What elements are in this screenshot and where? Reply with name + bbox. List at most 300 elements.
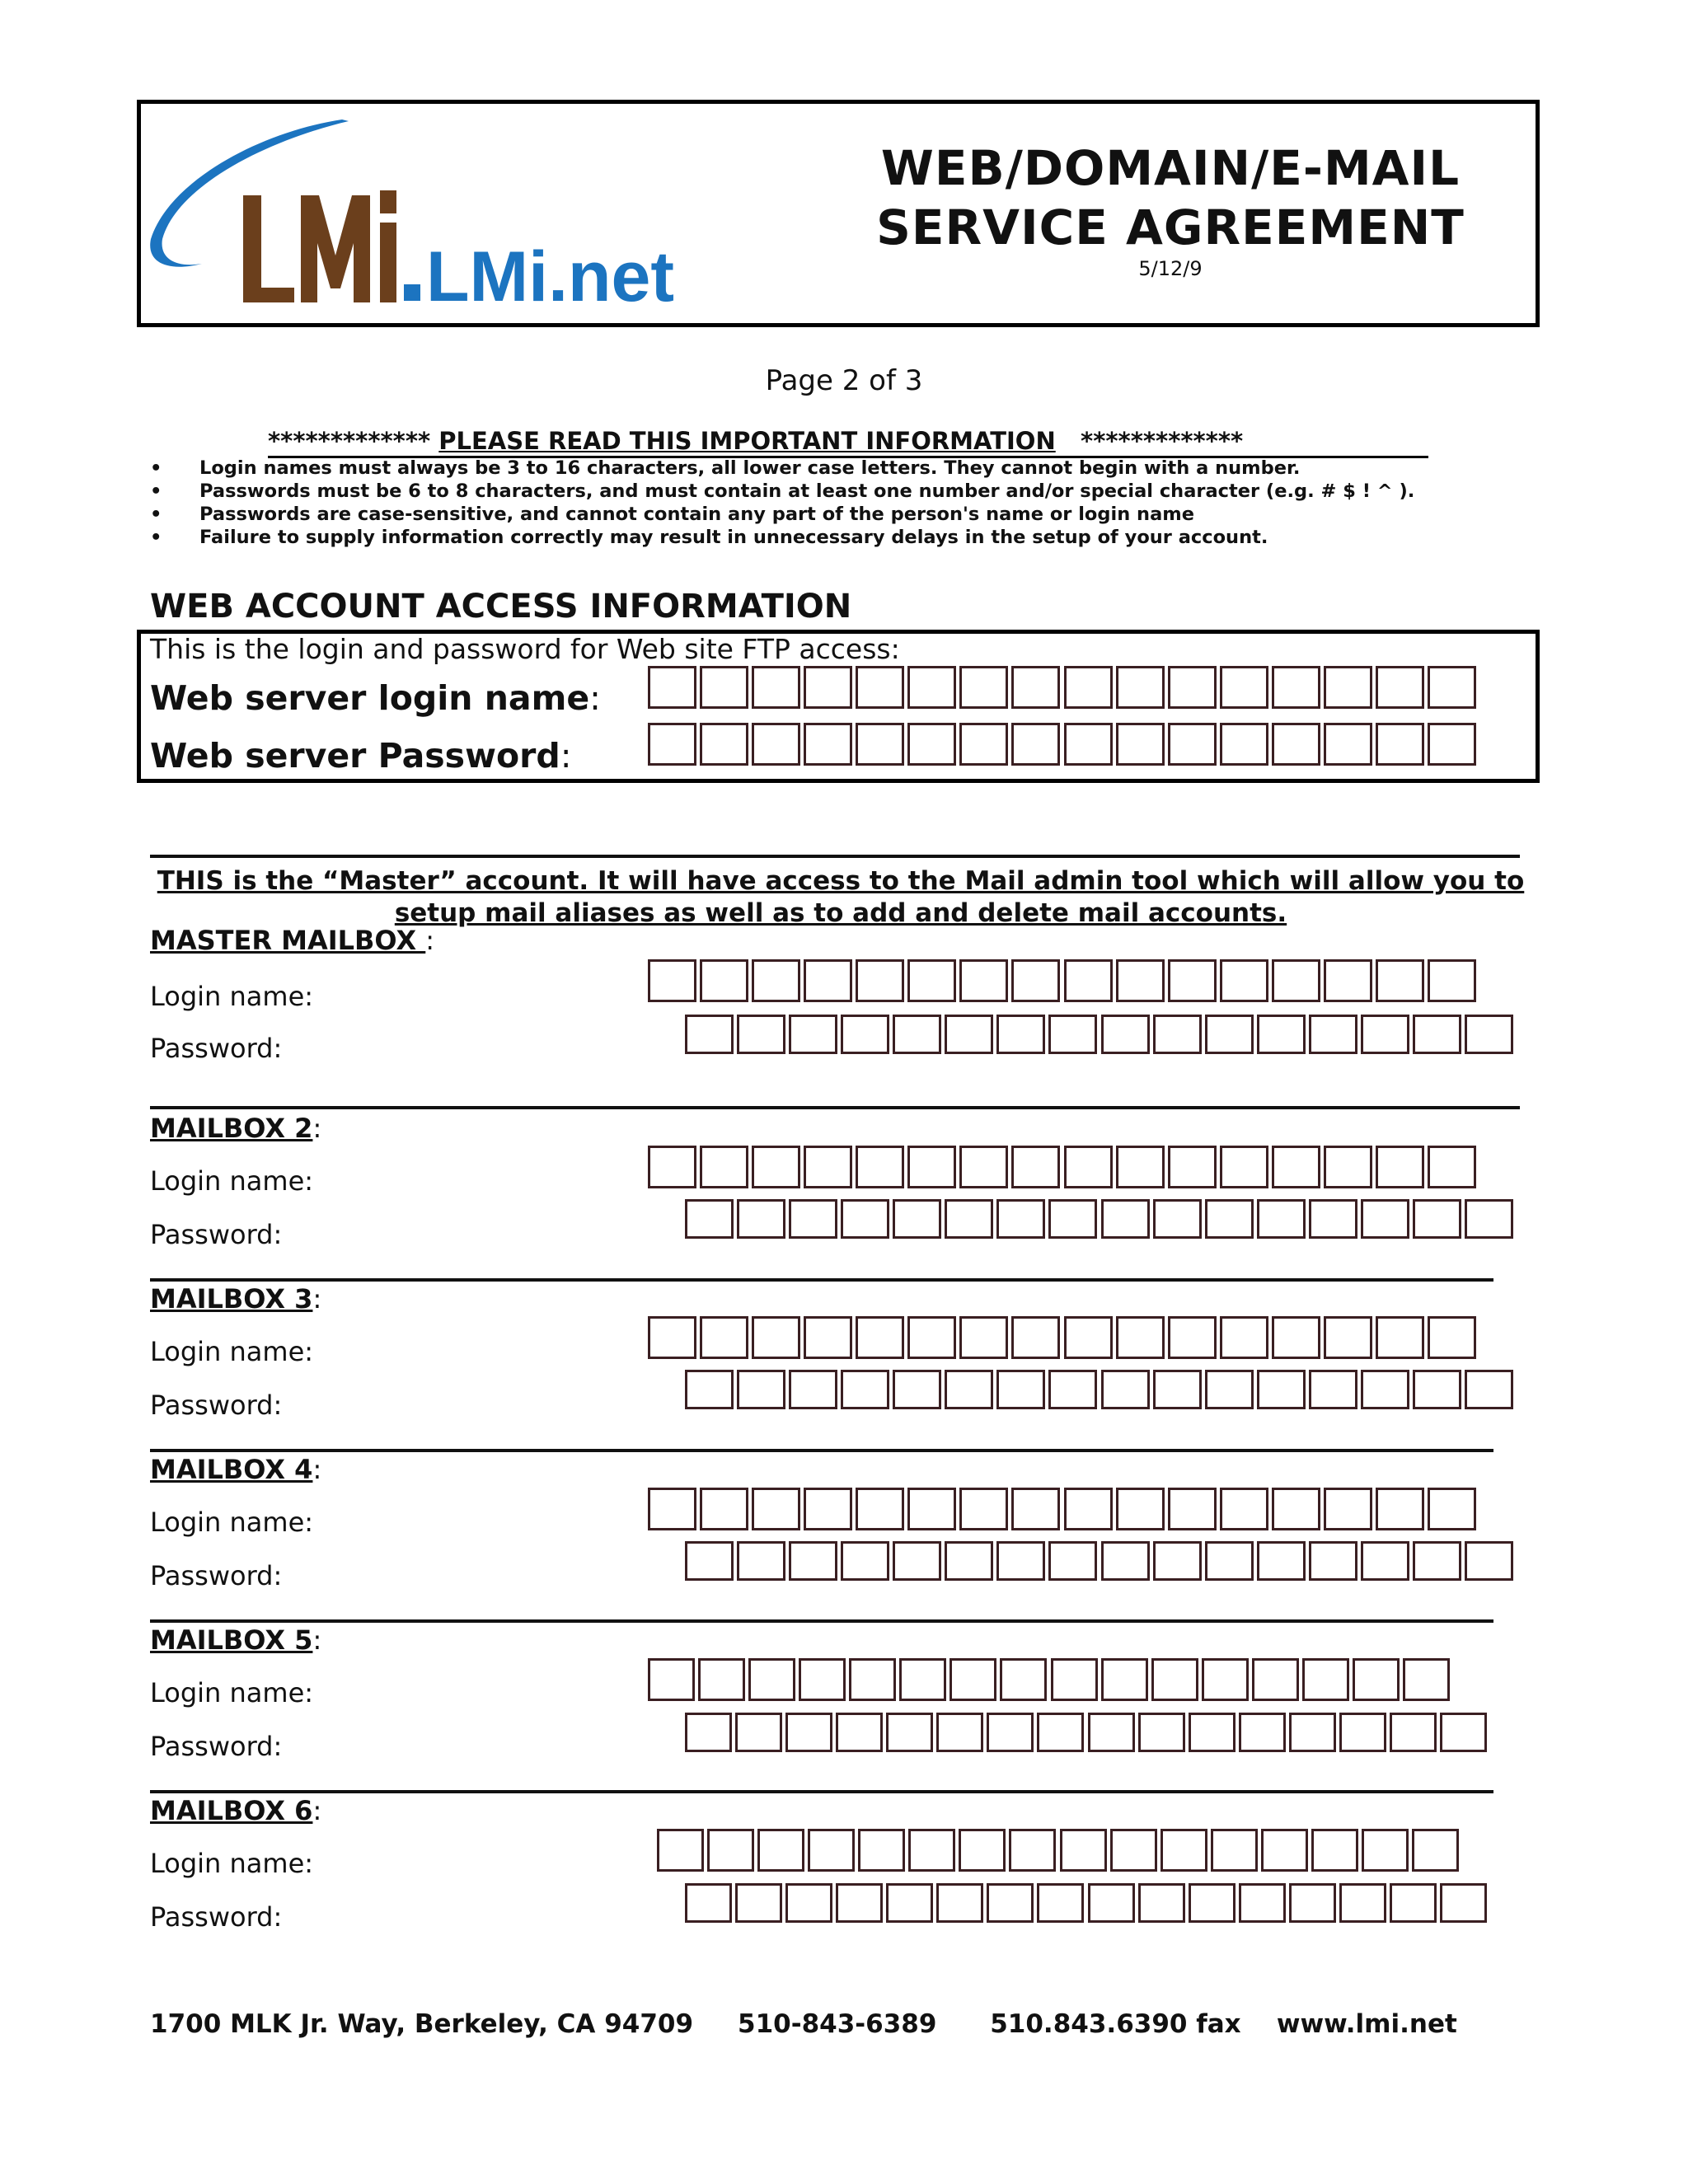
character-box[interactable] <box>1168 723 1217 766</box>
character-box[interactable] <box>1116 1488 1165 1530</box>
character-box[interactable] <box>1361 1199 1409 1239</box>
section-divider <box>150 1106 1520 1109</box>
character-box[interactable] <box>1205 1541 1254 1581</box>
mailbox-3-login-input[interactable] <box>648 1316 1479 1359</box>
character-box[interactable] <box>836 1713 883 1752</box>
character-box[interactable] <box>856 1146 904 1188</box>
notice-rule <box>150 480 1414 502</box>
mailbox-title <box>150 1624 321 1656</box>
character-box[interactable] <box>1376 666 1424 709</box>
character-box[interactable] <box>836 1883 883 1923</box>
character-box[interactable] <box>789 1370 837 1409</box>
character-box[interactable] <box>1064 959 1113 1002</box>
character-box[interactable] <box>698 1658 745 1701</box>
character-box[interactable] <box>1289 1713 1336 1752</box>
mailbox-4-password-input[interactable] <box>685 1541 1517 1581</box>
character-box[interactable] <box>789 1015 837 1054</box>
character-box[interactable] <box>804 1146 852 1188</box>
character-box[interactable] <box>1220 1316 1268 1359</box>
character-box[interactable] <box>685 1713 732 1752</box>
character-box[interactable] <box>1064 723 1113 766</box>
web-password-input[interactable] <box>648 723 1479 766</box>
character-box[interactable] <box>1309 1541 1357 1581</box>
character-box[interactable] <box>1011 1316 1060 1359</box>
footer-phone: 510-843-6389 <box>738 2009 937 2039</box>
character-box[interactable] <box>735 1883 782 1923</box>
character-box[interactable] <box>1101 1658 1148 1701</box>
login-name-label: Login name: <box>150 1507 314 1538</box>
character-box[interactable] <box>1376 1146 1424 1188</box>
master-login-input[interactable] <box>648 959 1479 1002</box>
character-box[interactable] <box>1168 959 1217 1002</box>
notice-title: PLEASE READ THIS IMPORTANT INFORMATION <box>438 427 1056 455</box>
password-label: Password: <box>150 1901 283 1933</box>
character-box[interactable] <box>1257 1541 1306 1581</box>
character-box[interactable] <box>1011 1488 1060 1530</box>
web-password-label-text: Web server Password <box>150 736 560 776</box>
character-box[interactable] <box>987 1713 1034 1752</box>
colon: : <box>312 1454 322 1485</box>
character-box[interactable] <box>1465 1370 1513 1409</box>
character-box[interactable] <box>1205 1199 1254 1239</box>
character-box[interactable] <box>1011 1146 1060 1188</box>
character-box[interactable] <box>685 1015 734 1054</box>
character-box[interactable] <box>945 1541 993 1581</box>
character-box[interactable] <box>1101 1541 1150 1581</box>
character-box[interactable] <box>1440 1883 1487 1923</box>
character-box[interactable] <box>1220 1146 1268 1188</box>
character-box[interactable] <box>1048 1199 1097 1239</box>
character-box[interactable] <box>1339 1713 1386 1752</box>
character-box[interactable] <box>849 1658 896 1701</box>
notice-rule <box>150 527 1268 548</box>
web-login-input[interactable] <box>648 666 1479 709</box>
character-box[interactable] <box>886 1883 933 1923</box>
character-box[interactable] <box>748 1658 795 1701</box>
character-box[interactable] <box>1428 1316 1476 1359</box>
character-box[interactable] <box>752 959 800 1002</box>
character-box[interactable] <box>1151 1658 1198 1701</box>
character-box[interactable] <box>1048 1370 1097 1409</box>
character-box[interactable] <box>1239 1883 1286 1923</box>
mailbox-3-password-input[interactable] <box>685 1370 1517 1409</box>
mailbox-2-password-input[interactable] <box>685 1199 1517 1239</box>
character-box[interactable] <box>737 1015 785 1054</box>
colon: : <box>312 1624 322 1656</box>
character-box[interactable] <box>648 1146 696 1188</box>
character-box[interactable] <box>893 1015 941 1054</box>
footer-fax: 510.843.6390 fax <box>990 2009 1241 2039</box>
password-label: Password: <box>150 1033 283 1064</box>
character-box[interactable] <box>1101 1015 1150 1054</box>
character-box[interactable] <box>893 1541 941 1581</box>
character-box[interactable] <box>799 1658 846 1701</box>
character-box[interactable] <box>1220 666 1268 709</box>
character-box[interactable] <box>1220 723 1268 766</box>
character-box[interactable] <box>1272 1488 1320 1530</box>
character-box[interactable] <box>1168 666 1217 709</box>
password-label: Password: <box>150 1731 283 1762</box>
logo-net-text: LMi.net <box>426 237 674 316</box>
character-box[interactable] <box>1324 1488 1372 1530</box>
colon: : <box>312 1113 322 1144</box>
character-box[interactable] <box>700 666 748 709</box>
notice-rule <box>150 457 1300 479</box>
character-box[interactable] <box>700 1488 748 1530</box>
notice-heading <box>268 427 1243 455</box>
mailbox-title-text: MAILBOX 6 <box>150 1795 313 1826</box>
character-box[interactable] <box>648 1488 696 1530</box>
character-box[interactable] <box>936 1883 983 1923</box>
notice-rule-text: Passwords must be 6 to 8 characters, and must contain at least one number and/or special character (e.g. # $ ! ^ ). <box>199 480 1415 502</box>
character-box[interactable] <box>648 723 696 766</box>
character-box[interactable] <box>1361 1541 1409 1581</box>
section-divider <box>150 1619 1493 1623</box>
web-account-description: This is the login and password for Web site FTP access: <box>150 633 900 665</box>
mailbox-title <box>150 1283 321 1315</box>
master-password-input[interactable] <box>685 1015 1517 1054</box>
section-divider <box>150 1449 1493 1452</box>
character-box[interactable] <box>907 1146 956 1188</box>
character-box[interactable] <box>1116 1316 1165 1359</box>
character-box[interactable] <box>700 959 748 1002</box>
lmi-logo <box>144 103 674 326</box>
mailbox-5-login-input[interactable] <box>648 1658 1453 1701</box>
character-box[interactable] <box>1064 1316 1113 1359</box>
page-number: Page 2 of 3 <box>765 364 923 397</box>
character-box[interactable] <box>804 666 852 709</box>
character-box[interactable] <box>1205 1015 1254 1054</box>
character-box[interactable] <box>856 666 904 709</box>
character-box[interactable] <box>737 1370 785 1409</box>
character-box[interactable] <box>1064 1488 1113 1530</box>
mailbox-title-text: MAILBOX 2 <box>150 1113 313 1144</box>
character-box[interactable] <box>907 959 956 1002</box>
character-box[interactable] <box>657 1829 704 1872</box>
character-box[interactable] <box>1428 1488 1476 1530</box>
character-box[interactable] <box>1257 1199 1306 1239</box>
character-box[interactable] <box>1362 1829 1409 1872</box>
character-box[interactable] <box>1116 666 1165 709</box>
character-box[interactable] <box>1168 1488 1217 1530</box>
character-box[interactable] <box>1088 1713 1135 1752</box>
password-label: Password: <box>150 1560 283 1591</box>
login-name-label: Login name: <box>150 1848 314 1879</box>
character-box[interactable] <box>1153 1199 1202 1239</box>
character-box[interactable] <box>899 1658 946 1701</box>
character-box[interactable] <box>996 1541 1045 1581</box>
character-box[interactable] <box>757 1829 804 1872</box>
character-box[interactable] <box>1011 666 1060 709</box>
footer-contact <box>150 2009 1457 2039</box>
colon: : <box>560 736 572 776</box>
character-box[interactable] <box>1153 1370 1202 1409</box>
character-box[interactable] <box>1376 959 1424 1002</box>
character-box[interactable] <box>1101 1370 1150 1409</box>
character-box[interactable] <box>1353 1658 1400 1701</box>
character-box[interactable] <box>685 1199 734 1239</box>
character-box[interactable] <box>908 1829 955 1872</box>
character-box[interactable] <box>1037 1713 1084 1752</box>
character-box[interactable] <box>1168 1316 1217 1359</box>
character-box[interactable] <box>856 1488 904 1530</box>
character-box[interactable] <box>893 1370 941 1409</box>
page-title <box>841 138 1500 257</box>
character-box[interactable] <box>1138 1883 1185 1923</box>
version-date: 5/12/9 <box>1138 257 1203 280</box>
character-box[interactable] <box>752 1146 800 1188</box>
master-account-note: THIS is the “Master” account. It will have access to the Mail admin tool which will allow you to setup mail aliases as well as to add and delete mail accounts. <box>157 866 1525 928</box>
character-box[interactable] <box>1252 1658 1299 1701</box>
section-divider <box>150 1278 1493 1282</box>
character-box[interactable] <box>752 1488 800 1530</box>
character-box[interactable] <box>996 1370 1045 1409</box>
character-box[interactable] <box>1376 723 1424 766</box>
character-box[interactable] <box>945 1370 993 1409</box>
bullet: • <box>150 527 162 548</box>
web-password-label <box>150 736 572 776</box>
character-box[interactable] <box>996 1015 1045 1054</box>
character-box[interactable] <box>1211 1829 1258 1872</box>
title-line-1: WEB/DOMAIN/E-MAIL <box>880 140 1461 196</box>
character-box[interactable] <box>1428 723 1476 766</box>
character-box[interactable] <box>789 1199 837 1239</box>
character-box[interactable] <box>1064 1146 1113 1188</box>
character-box[interactable] <box>841 1015 889 1054</box>
character-box[interactable] <box>1324 666 1372 709</box>
character-box[interactable] <box>1160 1829 1207 1872</box>
character-box[interactable] <box>737 1541 785 1581</box>
mailbox-6-password-input[interactable] <box>685 1883 1490 1923</box>
character-box[interactable] <box>752 723 800 766</box>
mailbox-title <box>150 925 434 956</box>
character-box[interactable] <box>959 723 1008 766</box>
character-box[interactable] <box>841 1541 889 1581</box>
character-box[interactable] <box>1440 1713 1487 1752</box>
character-box[interactable] <box>648 1316 696 1359</box>
character-box[interactable] <box>1064 666 1113 709</box>
character-box[interactable] <box>907 666 956 709</box>
character-box[interactable] <box>945 1015 993 1054</box>
character-box[interactable] <box>1428 666 1476 709</box>
character-box[interactable] <box>1153 1541 1202 1581</box>
character-box[interactable] <box>700 723 748 766</box>
character-box[interactable] <box>1153 1015 1202 1054</box>
character-box[interactable] <box>648 959 696 1002</box>
character-box[interactable] <box>700 1146 748 1188</box>
footer-address: 1700 MLK Jr. Way, Berkeley, CA 94709 <box>150 2009 694 2039</box>
character-box[interactable] <box>804 723 852 766</box>
character-box[interactable] <box>752 1316 800 1359</box>
mailbox-title <box>150 1795 321 1826</box>
character-box[interactable] <box>893 1199 941 1239</box>
character-box[interactable] <box>707 1829 754 1872</box>
character-box[interactable] <box>1272 723 1320 766</box>
character-box[interactable] <box>1220 1488 1268 1530</box>
character-box[interactable] <box>1413 1541 1461 1581</box>
character-box[interactable] <box>856 723 904 766</box>
colon: : <box>312 1283 322 1315</box>
character-box[interactable] <box>1361 1370 1409 1409</box>
character-box[interactable] <box>945 1199 993 1239</box>
character-box[interactable] <box>735 1713 782 1752</box>
character-box[interactable] <box>1272 666 1320 709</box>
character-box[interactable] <box>1309 1015 1357 1054</box>
web-login-label-text: Web server login name <box>150 678 590 718</box>
character-box[interactable] <box>1110 1829 1157 1872</box>
character-box[interactable] <box>1324 1316 1372 1359</box>
character-box[interactable] <box>907 1488 956 1530</box>
character-box[interactable] <box>648 666 696 709</box>
character-box[interactable] <box>1048 1015 1097 1054</box>
mailbox-title-text: MAILBOX 3 <box>150 1283 313 1315</box>
character-box[interactable] <box>1116 959 1165 1002</box>
character-box[interactable] <box>1037 1883 1084 1923</box>
character-box[interactable] <box>886 1713 933 1752</box>
character-box[interactable] <box>1060 1829 1107 1872</box>
bullet: • <box>150 457 162 479</box>
character-box[interactable] <box>1257 1370 1306 1409</box>
character-box[interactable] <box>996 1199 1045 1239</box>
character-box[interactable] <box>959 959 1008 1002</box>
character-box[interactable] <box>1189 1883 1236 1923</box>
password-label: Password: <box>150 1390 283 1421</box>
login-name-label: Login name: <box>150 1165 314 1197</box>
character-box[interactable] <box>1257 1015 1306 1054</box>
login-name-label: Login name: <box>150 981 314 1012</box>
notice-rule <box>150 504 1194 525</box>
character-box[interactable] <box>685 1541 734 1581</box>
character-box[interactable] <box>1138 1713 1185 1752</box>
character-box[interactable] <box>1428 959 1476 1002</box>
character-box[interactable] <box>1324 723 1372 766</box>
character-box[interactable] <box>1289 1883 1336 1923</box>
mailbox-4-login-input[interactable] <box>648 1488 1479 1530</box>
character-box[interactable] <box>785 1883 832 1923</box>
title-line-2: SERVICE AGREEMENT <box>876 199 1465 255</box>
character-box[interactable] <box>841 1199 889 1239</box>
character-box[interactable] <box>856 1316 904 1359</box>
character-box[interactable] <box>1168 1146 1217 1188</box>
web-login-label <box>150 678 601 718</box>
character-box[interactable] <box>959 1316 1008 1359</box>
web-account-heading: WEB ACCOUNT ACCESS INFORMATION <box>150 588 852 626</box>
character-box[interactable] <box>1413 1015 1461 1054</box>
mailbox-6-login-input[interactable] <box>657 1829 1462 1872</box>
character-box[interactable] <box>1189 1713 1236 1752</box>
mailbox-title-text: MAILBOX 4 <box>150 1454 313 1485</box>
mailbox-5-password-input[interactable] <box>685 1713 1490 1752</box>
mailbox-2-login-input[interactable] <box>648 1146 1479 1188</box>
character-box[interactable] <box>1311 1829 1358 1872</box>
character-box[interactable] <box>1202 1658 1249 1701</box>
character-box[interactable] <box>1088 1883 1135 1923</box>
mailbox-title <box>150 1454 321 1485</box>
character-box[interactable] <box>1465 1015 1513 1054</box>
character-box[interactable] <box>1051 1658 1098 1701</box>
character-box[interactable] <box>1272 1316 1320 1359</box>
character-box[interactable] <box>1324 959 1372 1002</box>
character-box[interactable] <box>1309 1199 1357 1239</box>
character-box[interactable] <box>1376 1488 1424 1530</box>
character-box[interactable] <box>804 1316 852 1359</box>
character-box[interactable] <box>1009 1829 1056 1872</box>
character-box[interactable] <box>1272 959 1320 1002</box>
password-label: Password: <box>150 1219 283 1250</box>
character-box[interactable] <box>907 723 956 766</box>
colon: : <box>425 925 435 956</box>
character-box[interactable] <box>1000 1658 1047 1701</box>
character-box[interactable] <box>808 1829 855 1872</box>
character-box[interactable] <box>1465 1541 1513 1581</box>
character-box[interactable] <box>858 1829 905 1872</box>
character-box[interactable] <box>1261 1829 1308 1872</box>
character-box[interactable] <box>1361 1015 1409 1054</box>
character-box[interactable] <box>648 1658 695 1701</box>
character-box[interactable] <box>685 1883 732 1923</box>
character-box[interactable] <box>936 1713 983 1752</box>
character-box[interactable] <box>737 1199 785 1239</box>
character-box[interactable] <box>1412 1829 1459 1872</box>
character-box[interactable] <box>1339 1883 1386 1923</box>
character-box[interactable] <box>1011 723 1060 766</box>
character-box[interactable] <box>1116 1146 1165 1188</box>
character-box[interactable] <box>1011 959 1060 1002</box>
character-box[interactable] <box>1390 1883 1437 1923</box>
character-box[interactable] <box>1272 1146 1320 1188</box>
character-box[interactable] <box>1220 959 1268 1002</box>
character-box[interactable] <box>959 666 1008 709</box>
character-box[interactable] <box>1309 1370 1357 1409</box>
section-divider <box>150 855 1520 858</box>
character-box[interactable] <box>752 666 800 709</box>
notice-rule-text: Login names must always be 3 to 16 characters, all lower case letters. They cannot begin with a number. <box>199 457 1301 479</box>
character-box[interactable] <box>1390 1713 1437 1752</box>
character-box[interactable] <box>1413 1199 1461 1239</box>
character-box[interactable] <box>1116 723 1165 766</box>
character-box[interactable] <box>785 1713 832 1752</box>
colon: : <box>312 1795 322 1826</box>
character-box[interactable] <box>1205 1370 1254 1409</box>
mailbox-title <box>150 1113 321 1144</box>
character-box[interactable] <box>789 1541 837 1581</box>
character-box[interactable] <box>841 1370 889 1409</box>
character-box[interactable] <box>907 1316 956 1359</box>
character-box[interactable] <box>1048 1541 1097 1581</box>
character-box[interactable] <box>1239 1713 1286 1752</box>
login-name-label: Login name: <box>150 1677 314 1708</box>
character-box[interactable] <box>1403 1658 1450 1701</box>
character-box[interactable] <box>1302 1658 1349 1701</box>
character-box[interactable] <box>959 1146 1008 1188</box>
character-box[interactable] <box>1428 1146 1476 1188</box>
character-box[interactable] <box>1324 1146 1372 1188</box>
character-box[interactable] <box>700 1316 748 1359</box>
character-box[interactable] <box>1465 1199 1513 1239</box>
character-box[interactable] <box>1101 1199 1150 1239</box>
character-box[interactable] <box>950 1658 996 1701</box>
character-box[interactable] <box>856 959 904 1002</box>
character-box[interactable] <box>959 1829 1006 1872</box>
footer-website: www.lmi.net <box>1276 2009 1457 2039</box>
character-box[interactable] <box>804 959 852 1002</box>
character-box[interactable] <box>804 1488 852 1530</box>
character-box[interactable] <box>987 1883 1034 1923</box>
character-box[interactable] <box>685 1370 734 1409</box>
character-box[interactable] <box>1376 1316 1424 1359</box>
character-box[interactable] <box>959 1488 1008 1530</box>
character-box[interactable] <box>1413 1370 1461 1409</box>
